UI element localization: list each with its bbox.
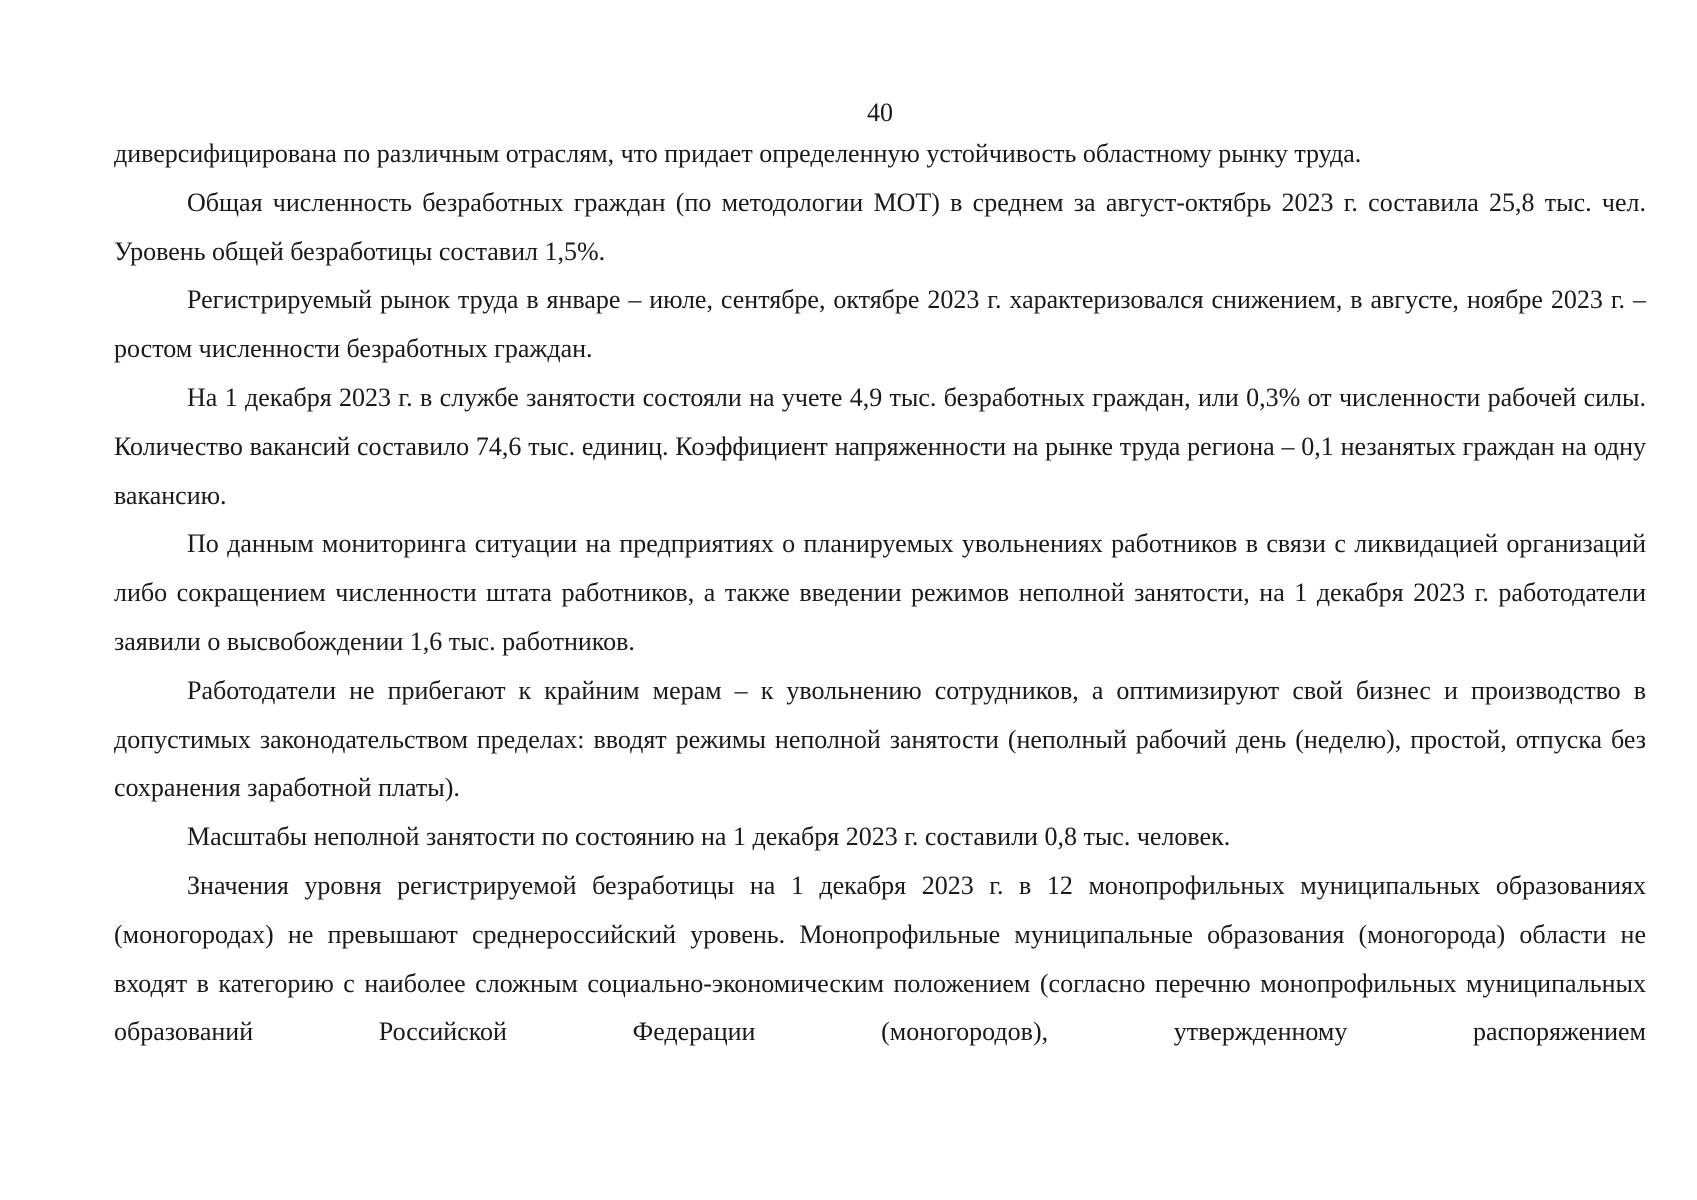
paragraph-part-time: Масштабы неполной занятости по состоянию на 1 декабря 2023 г. составили 0,8 тыс. человек. (187, 822, 1231, 852)
paragraph-employers: Работодатели не прибегают к крайним мерам – к увольнению сотрудников, а оптимизируют свой бизнес и производство в допустимых законодательством пределах: вводят режимы неполной занятости (неполный рабочий день (неделю), простой, отпуска без сохранения заработной платы). (114, 675, 1646, 803)
paragraph-registered-market: Регистрируемый рынок труда в январе – июле, сентябре, октябре 2023 г. характеризовался снижением, в августе, ноябре 2023 г. – ростом численности безработных граждан. (114, 285, 1646, 364)
paragraph-monotowns: Значения уровня регистрируемой безработицы на 1 декабря 2023 г. в 12 монопрофильных муниципальных образованиях (моногородах) не превышают среднероссийский уровень. Монопрофильные муниципальные образования (моногорода) области не входят в категорию с наиболее сложным социально-экономическим положением (согласно перечню монопрофильных муниципальных образований Российской Федерации (моногородов), утвержденному распоряжением (114, 870, 1646, 1047)
paragraph-employment-service: На 1 декабря 2023 г. в службе занятости состояли на учете 4,9 тыс. безработных граждан, или 0,3% от численности рабочей силы. Количество вакансий составило 74,6 тыс. единиц. Коэффициент напряженности на рынке труда региона – 0,1 незанятых граждан на одну вакансию. (114, 382, 1646, 510)
paragraph-continuation: диверсифицирована по различным отраслям, что придает определенную устойчивость областному рынку труда. (114, 139, 1362, 168)
paragraph-unemployment-ilo: Общая численность безработных граждан (по методологии МОТ) в среднем за август-октябрь 2023 г. составила 25,8 тыс. чел. Уровень общей безработицы составил 1,5%. (114, 187, 1646, 266)
document-body (114, 130, 1646, 1057)
paragraph-monitoring: По данным мониторинга ситуации на предприятиях о планируемых увольнениях работников в связи с ликвидацией организаций либо сокращением численности штата работников, а также введении режимов неполной занятости, на 1 декабря 2023 г. работодатели заявили о высвобождении 1,6 тыс. работников. (114, 529, 1646, 656)
page-number: 40 (867, 98, 893, 127)
